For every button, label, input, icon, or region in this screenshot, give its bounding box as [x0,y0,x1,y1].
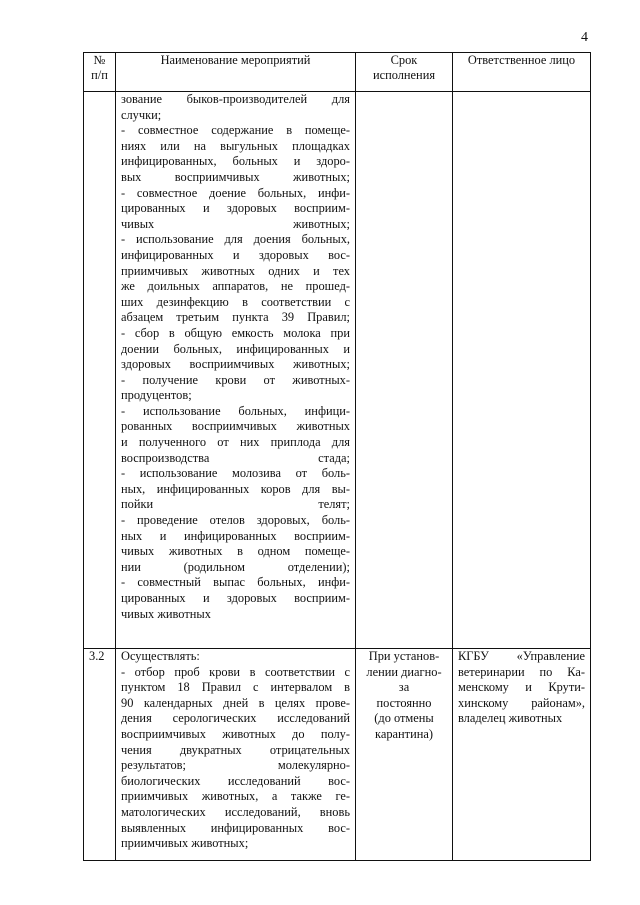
text-line: КГБУ «Управление [458,649,585,663]
text-line: продуцентов; [121,388,192,403]
text-line: пунктом 18 Правил с интервалом в [121,680,350,695]
header-term: Срок исполнения [356,53,453,92]
text-line: - использование для доения больных, [121,232,350,247]
table-header-row [84,53,591,92]
responsible-cell [453,92,591,649]
measure-text [116,92,356,649]
text-line: - проведение отелов здоровых, боль- [121,513,350,528]
text-line: дения серологических исследований [121,711,350,726]
text-line: Осуществлять: [121,649,200,663]
text-line: 90 календарных дней в целях прове- [121,695,350,710]
text-line: выявленных инфицированных вос- [121,820,350,835]
text-line: вых восприимчивых животных; [121,169,350,184]
text-line: - получение крови от животных- [121,372,350,387]
text-line: абзацем третьим пункта 39 Правил; [121,310,350,325]
text-line: - совместное доение больных, инфи- [121,185,350,200]
text-line: приимчивых животных одних и тех [121,263,350,278]
text-line: - совместное содержание в помеще- [121,123,350,138]
text-line: же доильных аппаратов, не прошед- [121,279,350,294]
text-line: пойки телят; [121,497,350,512]
text-line: (до отмены [374,711,434,726]
text-line: инфицированных, больных и здоро- [121,154,350,169]
page-number: 4 [581,30,588,45]
text-line: доении больных, инфицированных и [121,341,350,356]
text-line: чивых животных [121,606,211,621]
text-line: случки; [121,107,162,122]
text-line: ших дезинфекцию в соответствии с [121,294,350,309]
text-line: восприимчивых животных до полу- [121,726,350,741]
row-number: 3.2 [84,649,116,861]
text-line: и полученного от них приплода для [121,435,350,450]
text-line: нии (родильном отделении); [121,559,350,574]
text-line: за [398,680,410,695]
header-measure-name: Наименование мероприятий [116,53,356,92]
text-line: ниях или на выгульных площадках [121,138,350,153]
row-number [84,92,116,649]
text-line: постоянно [376,695,432,710]
text-line: - сбор в общую емкость молока при [121,325,350,340]
term-cell [356,649,453,861]
text-line: цированных и здоровых восприим- [121,201,350,216]
text-line: чивых животных; [121,216,350,231]
text-line: - использование молозива от боль- [121,466,350,481]
text-line: хинскому районам», [458,695,585,710]
measure-text [116,649,356,861]
text-line: зование быков-производителей для [121,92,350,106]
table-row [84,649,591,861]
text-line: - совместный выпас больных, инфи- [121,575,350,590]
text-line: воспроизводства стада; [121,450,350,465]
text-line: рованных восприимчивых животных [121,419,350,434]
text-line: менскому и Крути- [458,680,585,695]
text-line: ных и инфицированных восприим- [121,528,350,543]
text-line: лении диагно- [366,664,442,679]
text-line: приимчивых животных; [121,836,249,851]
text-line: При установ- [368,649,440,663]
header-responsible: Ответственное лицо [453,53,591,92]
text-line: матологических исследований, вновь [121,804,350,819]
text-line: цированных и здоровых восприим- [121,591,350,605]
measures-table [83,52,591,861]
text-line: владелец животных [458,711,563,726]
responsible-cell [453,649,591,861]
text-line: здоровых восприимчивых животных; [121,357,350,372]
text-line: чивых животных в одном помеще- [121,544,350,559]
text-line: ветеринарии по Ка- [458,664,585,679]
term-cell [356,92,453,649]
text-line: - отбор проб крови в соответствии с [121,664,350,679]
text-line: чения двукратных отрицательных [121,742,350,757]
text-line: инфицированных и здоровых вос- [121,247,350,262]
table-row [84,92,591,649]
header-number: № п/п [84,53,116,92]
text-line: карантина) [375,726,433,741]
text-line: приимчивых животных, а также ге- [121,789,350,804]
text-line: результатов; молекулярно- [121,758,350,773]
text-line: - использование больных, инфици- [121,403,350,418]
text-line: биологических исследований вос- [121,773,350,788]
text-line: ных, инфицированных коров для вы- [121,481,350,496]
